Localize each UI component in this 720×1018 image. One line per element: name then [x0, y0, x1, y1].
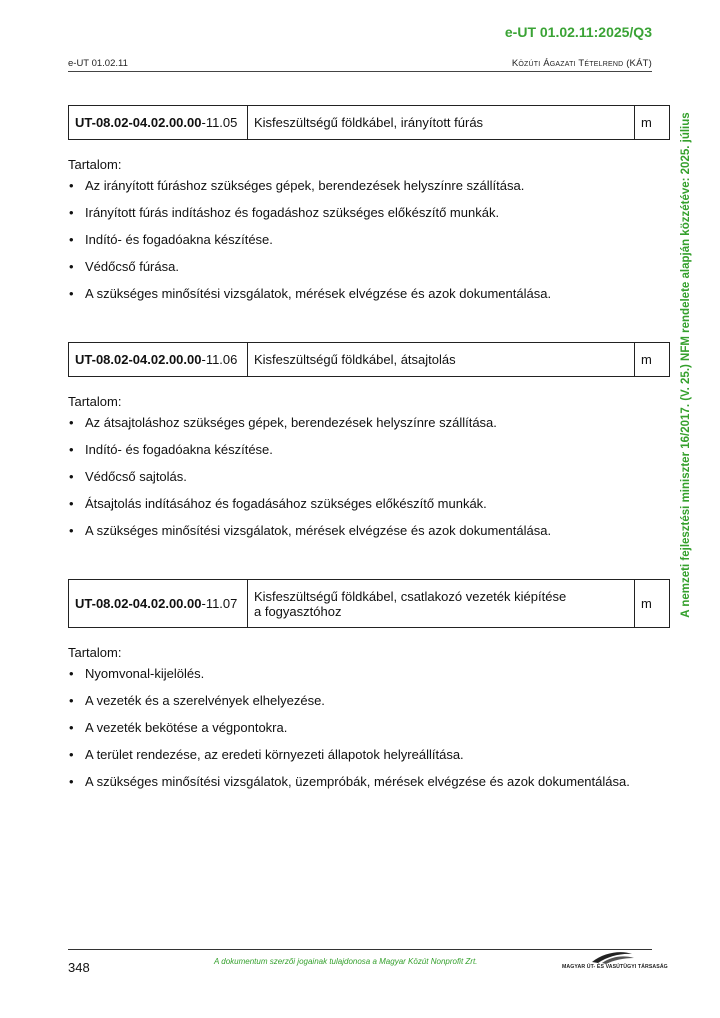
- page-number: 348: [68, 960, 90, 975]
- document-code: e-UT 01.02.11:2025/Q3: [504, 24, 652, 40]
- list-item: • Nyomvonal-kijelölés.: [68, 666, 670, 682]
- item-description-line: a fogyasztóhoz: [254, 603, 342, 619]
- list-item: • Átsajtolás indításához és fogadásához szükséges előkészítő munkák.: [68, 496, 670, 512]
- item-code: UT-08.02-04.02.00.00-11.05: [69, 106, 248, 140]
- item-description: Kisfeszültségű földkábel, átsajtolás: [248, 343, 635, 377]
- list-item: • A vezeték és a szerelvények elhelyezése.: [68, 693, 670, 709]
- item-section-11-06: [68, 342, 670, 550]
- content-label: Tartalom:: [68, 645, 122, 660]
- item-section-11-07: [68, 579, 670, 801]
- list-item: • Védőcső sajtolás.: [68, 469, 670, 485]
- item-code: UT-08.02-04.02.00.00-11.07: [69, 580, 248, 628]
- list-item: • Irányított fúrás indításhoz és fogadáshoz szükséges előkészítő munkák.: [68, 205, 670, 221]
- list-item: • Az átsajtoláshoz szükséges gépek, berendezések helyszínre szállítása.: [68, 415, 670, 431]
- item-code: UT-08.02-04.02.00.00-11.06: [69, 343, 248, 377]
- item-table: [68, 105, 670, 140]
- list-item: • A szükséges minősítési vizsgálatok, mérések elvégzése és azok dokumentálása.: [68, 523, 670, 539]
- content-list: [68, 178, 670, 302]
- content-list: [68, 666, 670, 790]
- content-list: [68, 415, 670, 539]
- list-item: • Az irányított fúráshoz szükséges gépek, berendezések helyszínre szállítása.: [68, 178, 670, 194]
- item-description: Kisfeszültségű földkábel, irányított fúrás: [248, 106, 635, 140]
- list-item: • Védőcső fúrása.: [68, 259, 670, 275]
- item-unit: m: [635, 580, 670, 628]
- item-description-line: Kisfeszültségű földkábel, csatlakozó vezeték kiépítése: [254, 588, 567, 604]
- side-publication-notice: [677, 97, 695, 633]
- item-table: [68, 579, 670, 628]
- content-label: Tartalom:: [68, 157, 122, 172]
- item-section-11-05: [68, 105, 670, 313]
- list-item: • Indító- és fogadóakna készítése.: [68, 442, 670, 458]
- item-description: [248, 580, 635, 628]
- list-item: • A szükséges minősítési vizsgálatok, üzempróbák, mérések elvégzése és azok dokumentálása.: [68, 774, 670, 790]
- list-item: • A vezeték bekötése a végpontokra.: [68, 720, 670, 736]
- item-table: [68, 342, 670, 377]
- side-notice-text: A nemzeti fejlesztési miniszter 16/2017. (V. 25.) NFM rendelete alapján közzétéve: 2025. július: [680, 112, 692, 618]
- logo-text: MAGYAR ÚT- ÉS VASÚTÜGYI TÁRSASÁG: [562, 964, 668, 970]
- content-label: Tartalom:: [68, 394, 122, 409]
- list-item: • Indító- és fogadóakna készítése.: [68, 232, 670, 248]
- item-unit: m: [635, 343, 670, 377]
- list-item: • A terület rendezése, az eredeti környezeti állapotok helyreállítása.: [68, 747, 670, 763]
- copyright-notice: A dokumentum szerzői jogainak tulajdonosa a Magyar Közút Nonprofit Zrt.: [214, 957, 478, 966]
- running-header: [68, 58, 652, 72]
- list-item: • A szükséges minősítési vizsgálatok, mérések elvégzése és azok dokumentálása.: [68, 286, 670, 302]
- header-right: Közúti Ágazati Tételrend (KÁT): [511, 58, 652, 69]
- item-unit: m: [635, 106, 670, 140]
- company-logo: [562, 950, 668, 976]
- header-left: e-UT 01.02.11: [68, 58, 128, 69]
